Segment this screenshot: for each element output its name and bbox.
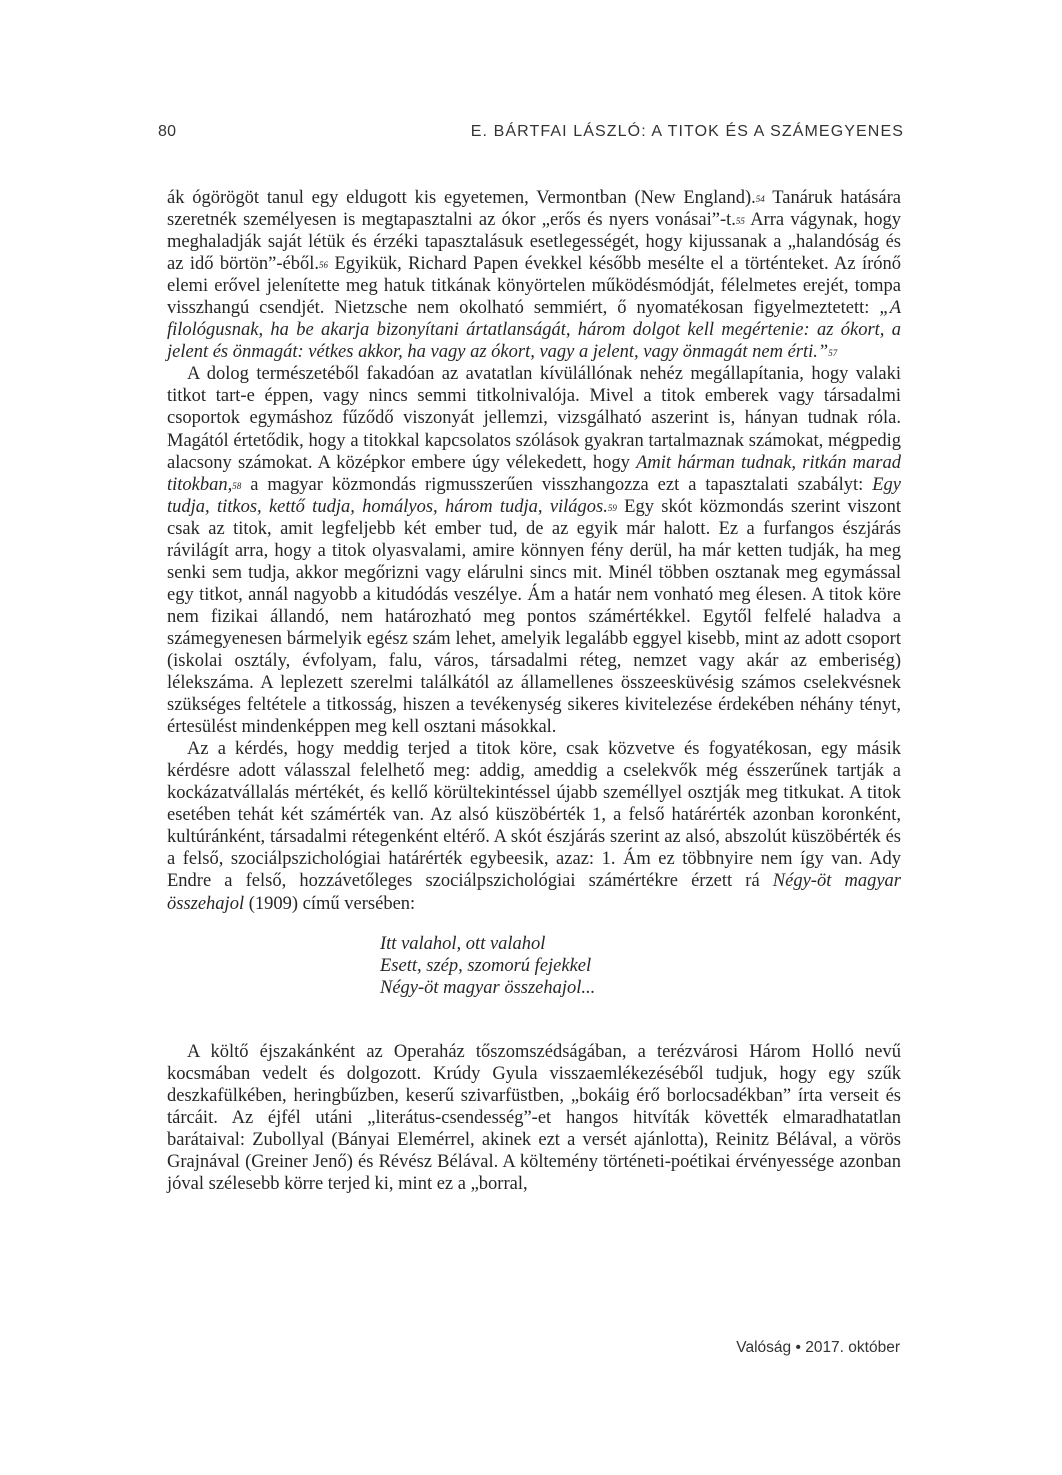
italic-text: „A filológusnak, ha be akarja bizonyítani ártatlanságát, három dolgot kell megértenie: az ókort, a jelent és önmagát: vétkes akkor, ha vagy az ókort, vagy a jelent, vagy önmagát nem érti.” bbox=[167, 298, 901, 363]
poem-quote bbox=[380, 933, 901, 999]
poem-line: Esett, szép, szomorú fejekkel bbox=[380, 955, 592, 976]
running-title: E. BÁRTFAI LÁSZLÓ: A TITOK ÉS A SZÁMEGYENES bbox=[470, 123, 904, 140]
text-run: A dolog természetéből fakadóan az avatatlan kívülállónak nehéz megállapítania, hogy valaki titkot tart-e éppen, vagy nincs semmi titkolnivalója. Mivel a titok emberek vagy társadalmi csoportok egymáshoz fűződő viszonyát jellemzi, vizsgálható aszerint is, hányan tudnak róla. Magától értetődik, hogy a titokkal kapcsolatos szólások gyakran tartalmaznak számokat, mégpedig alacsony számokat. A középkor embere úgy vélekedett, hogy bbox=[167, 364, 901, 473]
paragraph-3 bbox=[167, 738, 901, 914]
text-run: Tanáruk hatására szeretnék személyesen is megtapasztalni az ókor „erős és nyers vonásai”-t. bbox=[167, 188, 901, 231]
footnote-marker: 55 bbox=[735, 216, 745, 227]
poem-line: Négy-öt magyar összehajol... bbox=[380, 977, 596, 998]
italic-text: Négy-öt magyar összehajol bbox=[167, 871, 901, 914]
page-footer: Valóság • 2017. október bbox=[736, 1339, 900, 1356]
article-body bbox=[167, 187, 901, 1195]
footnote-marker: 56 bbox=[319, 260, 329, 271]
italic-text: Amit hárman tudnak, ritkán marad titokban, bbox=[167, 452, 901, 495]
text-run: a magyar közmondás rigmusszerűen visszhangozza ezt a tapasztalati szabályt: bbox=[241, 474, 873, 495]
text-run: Egy skót közmondás szerint viszont csak az titok, amit legfeljebb két ember tud, de az egyik már halott. Ez a furfangos észjárás rávilágít arra, hogy a titok olyasvalami, amire könnyen fény derül, ha már ketten tudják, ha meg senki sem tudja, akkor megőrizni vagy elárulni sincs mit. Minél többen osztanak meg egymással egy titkot, annál nagyobb a kitudódás veszélye. Ám a határ nem vonható meg élesen. A titok köre nem fizikai állandó, nem határozható meg pontos számértékkel. Egytől felfelé haladva a számegyenesen bármelyik egész szám lehet, amelyik legalább eggyel kisebb, mint az adott csoport (iskolai osztály, évfolyam, falu, város, társadalmi réteg, nemzet vagy akár az emberiség) lélekszáma. A leplezett szerelmi találkától az államellenes összeesküvésig számos cselekvésnek szükséges feltétele a titkosság, hiszen a tevékenység sikeres kivitelezése érdekében néhány tényt, értesülést mindenképpen meg kell osztani másokkal. bbox=[167, 496, 901, 738]
text-run: Arra vágynak, hogy meghaladják saját létük és érzéki tapasztalásuk esetlegességét, hogy kijussanak a „halandóság és az idő börtön”-éből. bbox=[167, 210, 902, 275]
footnote-marker: 59 bbox=[607, 502, 617, 513]
footnote-marker: 54 bbox=[755, 194, 765, 204]
page-number: 80 bbox=[158, 123, 177, 140]
paragraph-1 bbox=[167, 187, 901, 363]
text-run: ák ógörögöt tanul egy eldugott kis egyetemen, Vermontban (New England). bbox=[167, 188, 756, 208]
text-run: Az a kérdés, hogy meddig terjed a titok köre, csak közvetve és fogyatékosan, egy másik kérdésre adott válasszal felelhető meg: addig, ameddig a cselekvők még ésszerűnek tartják a kockázatvállalás mértékét, és kellő körültekintéssel újabb személlyel osztják meg titkukat. A titok esetében tehát két számérték van. Az alsó küszöbérték 1, a felső határérték azonban koronként, kultúránként, társadalmi rétegenként eltérő. A skót észjárás szerint az alsó, abszolút küszöbérték és a felső, szociálpszichológiai határérték egybeesik, azaz: 1. Ám ez többnyire nem így van. Ady Endre a felső, hozzávetőleges szociálpszichológiai számértékre érzett rá bbox=[167, 739, 901, 892]
paragraph-2 bbox=[167, 363, 901, 738]
paragraph-4 bbox=[167, 1041, 901, 1195]
text-run: (1909) című versében: bbox=[244, 893, 416, 914]
footnote-marker: 58 bbox=[232, 480, 242, 491]
text-run: Egyikük, Richard Papen évekkel később mesélte el a történteket. Az írónő elemi erővel jelenítette meg hatuk titkának könyörtelen működésmódját, félelmetes erejét, tompa visszhangú csendjét. Nietzsche nem okolható semmiért, ő nyomatékosan figyelmeztetett: bbox=[167, 254, 901, 319]
text-run: A költő éjszakánként az Operaház tőszomszédságában, a terézvárosi Három Holló nevű kocsmában vedelt és dolgozott. Krúdy Gyula visszaemlékezéséből tudjuk, hogy egy szűk deszkafülkében, heringbűzben, keserű szivarfüstben, „bokáig érő borlocsadékban” írta verseit és tárcáit. Az éjfél utáni „literátus-csendesség”-et hangos hitvíták követték elmaradhatatlan barátaival: Zubollyal (Bányai Elemérrel, akinek ezt a versét ajánlotta), Reinitz Bélával, a vörös Grajnával (Greiner Jenő) és Révész Bélával. A költemény történeti-poétikai érvényessége azonban jóval szélesebb körre terjed ki, mint ez a „borral, bbox=[167, 1041, 901, 1194]
italic-text: Egy tudja, titkos, kettő tudja, homályos, három tudja, világos. bbox=[167, 474, 901, 517]
footnote-marker: 57 bbox=[828, 348, 838, 359]
poem-line: Itt valahol, ott valahol bbox=[380, 933, 546, 954]
